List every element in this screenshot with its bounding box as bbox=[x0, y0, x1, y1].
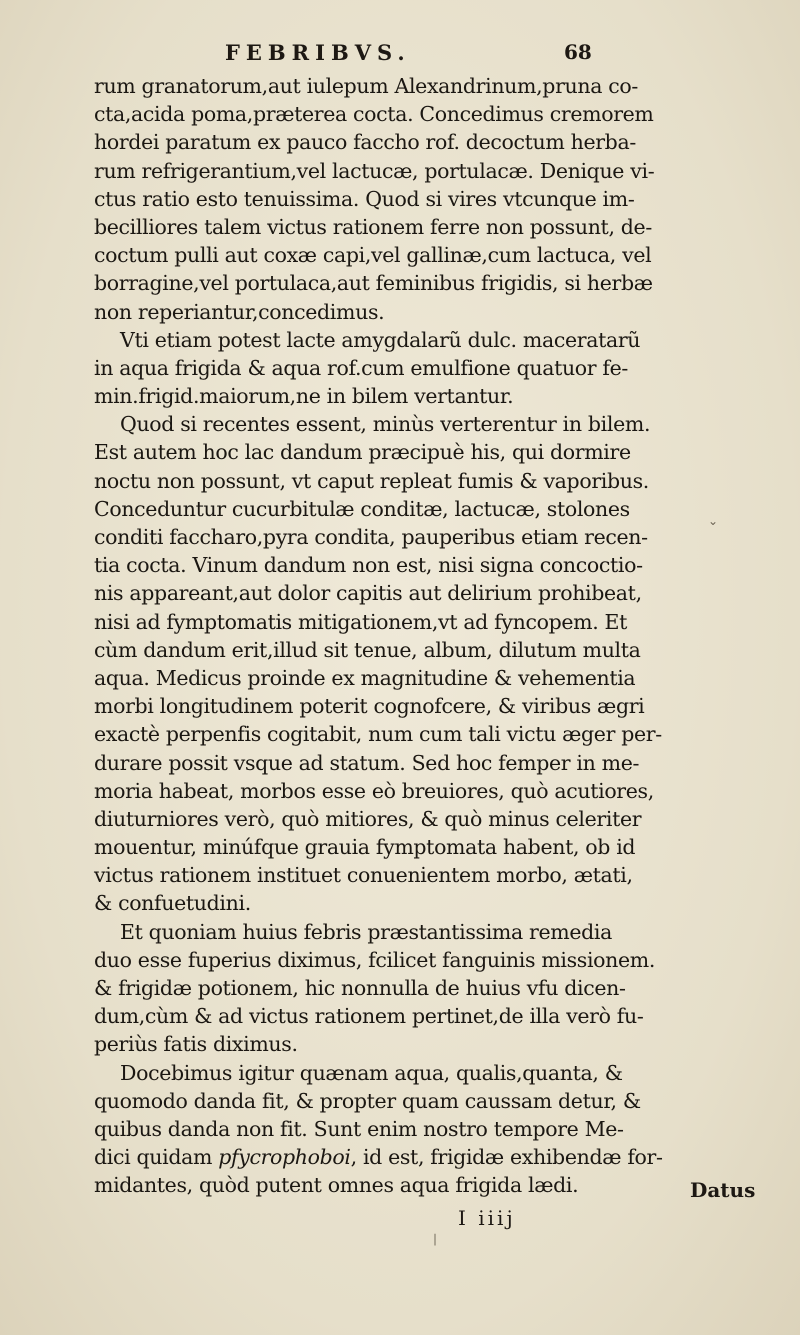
text-line: noctu non possunt, vt caput repleat fumis & vaporibus. bbox=[94, 468, 649, 493]
text-line: victus rationem instituet conuenientem morbo, ætati, bbox=[94, 863, 633, 888]
text-line: periùs fatis diximus. bbox=[94, 1032, 298, 1057]
text-line: diuturniores verò, quò mitiores, & quò minus celeriter bbox=[94, 806, 642, 831]
italic-term: pfycrophoboi bbox=[218, 1145, 351, 1170]
text-line: becilliores talem victus rationem ferre non possunt, de- bbox=[94, 214, 652, 239]
body-text bbox=[94, 72, 762, 1200]
text-line: Est autem hoc lac dandum præcipuè his, qui dormire bbox=[94, 440, 631, 465]
text-line: & confuetudini. bbox=[94, 891, 251, 916]
text-line: mouentur, minúfque grauia fymptomata habent, ob id bbox=[94, 835, 636, 860]
signature-mark: I iiij bbox=[458, 1206, 516, 1230]
text-line: exactè perpenfis cogitabit, num cum tali victu æger per- bbox=[94, 722, 662, 747]
text-line: in aqua frigida & aqua rof.cum emulfione quatuor fe- bbox=[94, 355, 629, 380]
running-head: FEBRIBVS. bbox=[225, 40, 411, 65]
text-fragment: dici quidam bbox=[94, 1145, 219, 1170]
text-line: durare possit vsque ad statum. Sed hoc femper in me- bbox=[94, 750, 640, 775]
text-line: hordei paratum ex pauco faccho rof. decoctum herba- bbox=[94, 130, 636, 155]
text-line: Et quoniam huius febris præstantissima remedia bbox=[120, 919, 613, 944]
text-line: borragine,vel portulaca,aut feminibus frigidis, si herbæ bbox=[94, 271, 653, 296]
text-line: Conceduntur cucurbitulæ conditæ, lactucæ, stolones bbox=[94, 496, 630, 521]
text-line: morbi longitudinem poterit cognofcere, & viribus ægri bbox=[94, 694, 645, 719]
catchword: Datus bbox=[690, 1178, 756, 1202]
text-line: tia cocta. Vinum dandum non est, nisi signa concoctio- bbox=[94, 553, 643, 578]
text-fragment: , id est, frigidæ exhibendæ for- bbox=[350, 1145, 663, 1170]
text-line bbox=[94, 1143, 762, 1171]
text-line: min.frigid.maiorum,ne in bilem vertantur. bbox=[94, 384, 514, 409]
text-line: aqua. Medicus proinde ex magnitudine & vehementia bbox=[94, 665, 636, 690]
text-line: cùm dandum erit,illud sit tenue, album, dilutum multa bbox=[94, 637, 641, 662]
text-line: ctus ratio esto tenuissima. Quod si vires vtcunque im- bbox=[94, 186, 635, 211]
text-line: cta,acida poma,præterea cocta. Concedimus cremorem bbox=[94, 102, 654, 127]
text-line: nisi ad fymptomatis mitigationem,vt ad fyncopem. Et bbox=[94, 609, 628, 634]
stray-mark-icon: ⌄ bbox=[708, 514, 719, 528]
text-line: rum granatorum,aut iulepum Alexandrinum,pruna co- bbox=[94, 74, 638, 98]
text-line: Docebimus igitur quænam aqua, qualis,quanta, & bbox=[120, 1060, 623, 1085]
text-line: duo esse fuperius diximus, fcilicet fanguinis missionem. bbox=[94, 947, 656, 972]
text-line: quibus danda non fit. Sunt enim nostro tempore Me- bbox=[94, 1116, 624, 1141]
page-header bbox=[0, 40, 800, 70]
text-line: nis appareant,aut dolor capitis aut delirium prohibeat, bbox=[94, 581, 642, 606]
text-line: Quod si recentes essent, minùs verterentur in bilem. bbox=[120, 412, 651, 437]
page-number: 68 bbox=[564, 40, 592, 64]
text-line: rum refrigerantium,vel lactucæ, portulacæ. Denique vi- bbox=[94, 158, 655, 183]
text-line: quomodo danda fit, & propter quam caussam detur, & bbox=[94, 1088, 641, 1113]
text-line: Vti etiam potest lacte amygdalarũ dulc. maceratarũ bbox=[120, 327, 641, 352]
text-line: conditi faccharo,pyra condita, pauperibus etiam recen- bbox=[94, 525, 648, 549]
stray-mark-icon: ∣ bbox=[432, 1232, 438, 1246]
text-line: dum,cùm & ad victus rationem pertinet,de illa verò fu- bbox=[94, 1004, 644, 1029]
text-line: moria habeat, morbos esse eò breuiores, quò acutiores, bbox=[94, 778, 654, 803]
text-line: & frigidæ potionem, hic nonnulla de huius vfu dicen- bbox=[94, 976, 626, 1000]
text-line: midantes, quòd putent omnes aqua frigida lædi. bbox=[94, 1173, 579, 1198]
text-line: coctum pulli aut coxæ capi,vel gallinæ,cum lactuca, vel bbox=[94, 243, 652, 268]
text-line: non reperiantur,concedimus. bbox=[94, 299, 385, 324]
